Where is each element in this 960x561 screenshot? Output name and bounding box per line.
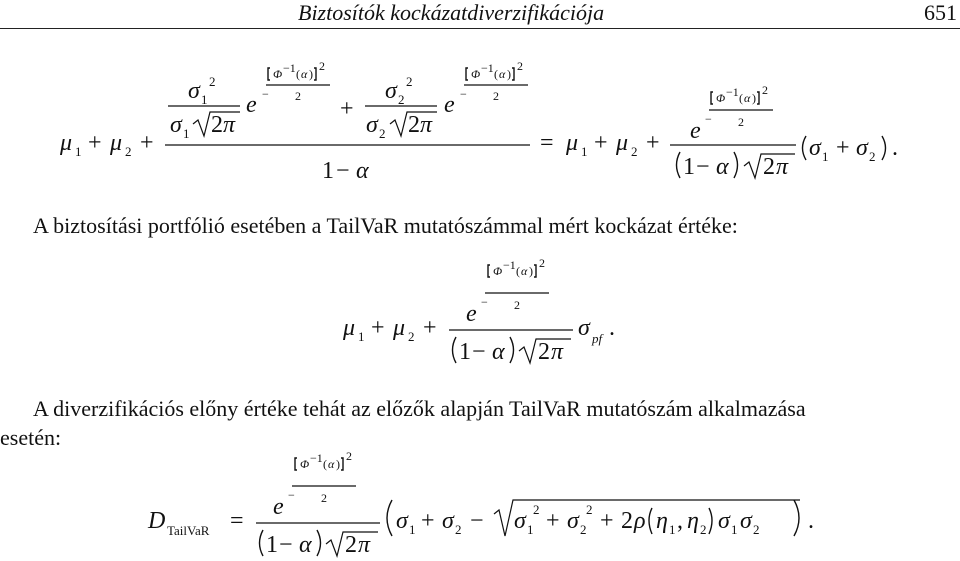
minus-sign: − (262, 87, 269, 101)
paragraph-diversification-line2: esetén: (0, 425, 62, 450)
superscript: 2 (209, 74, 216, 89)
paragraph-tailvar-risk: A biztosítási portfólió esetében a TailVaR mutatószámmal mért kockázat értéke: (33, 213, 738, 238)
phi-symbol: Φ (471, 67, 481, 81)
superscript: 2 (533, 502, 540, 517)
pi-symbol: π (776, 154, 789, 180)
minus-sign: − (481, 295, 488, 309)
subscript: 2 (455, 522, 462, 537)
paren-left (453, 337, 457, 363)
subscript: 1 (581, 144, 588, 159)
mu-symbol: μ (616, 130, 629, 156)
sigma-symbol: σ (578, 315, 590, 341)
open-paren: ( (516, 264, 520, 278)
bracket-left (711, 92, 713, 104)
plus-sign: + (594, 130, 608, 156)
alpha-symbol: α (301, 67, 308, 81)
plus-sign: + (88, 130, 102, 156)
alpha-symbol: α (492, 339, 505, 365)
superscript: 2 (539, 256, 545, 270)
number: 2 (763, 154, 775, 180)
subscript: 1 (822, 149, 829, 164)
number: 2 (408, 112, 420, 138)
paren-left (387, 500, 392, 536)
paren-left (649, 508, 652, 534)
number: 2 (738, 115, 744, 129)
open-paren: ( (323, 457, 327, 471)
subscript: 1 (358, 329, 365, 344)
bracket-left (488, 265, 490, 277)
mu-symbol: μ (566, 130, 579, 156)
mu-symbol: μ (343, 315, 356, 341)
paragraph-diversification-line1: A diverzifikációs előny értéke tehát az előzők alapján TailVaR mutatószám alkalmazása (33, 396, 806, 421)
alpha-symbol: α (521, 264, 528, 278)
paren-right (794, 500, 799, 536)
alpha-symbol: α (299, 532, 312, 558)
close-paren: ) (309, 67, 313, 81)
pi-symbol: π (223, 112, 236, 138)
minus-sign: − (470, 508, 484, 534)
number: 2 (295, 89, 301, 103)
number: 1 (459, 339, 471, 365)
bracket-right (534, 265, 536, 277)
subscript-tailvar: TailVaR (167, 523, 210, 538)
page-header (0, 0, 960, 30)
sigma-symbol: σ (740, 508, 752, 534)
sigma-symbol: σ (442, 508, 454, 534)
header-rule (0, 28, 960, 29)
minus-sign: − (460, 87, 467, 101)
equals-sign: = (230, 508, 244, 534)
plus-sign: + (140, 130, 154, 156)
equals-sign: = (540, 130, 554, 156)
bracket-right (512, 68, 514, 80)
number: 1 (266, 532, 278, 558)
superscript: 2 (346, 449, 352, 463)
bracket-right (314, 68, 316, 80)
close-paren: ) (752, 91, 756, 105)
e-symbol: e (444, 92, 455, 118)
sigma-symbol: σ (718, 508, 730, 534)
bracket-right (757, 92, 759, 104)
alpha-symbol: α (716, 154, 729, 180)
sigma-symbol: σ (170, 112, 182, 138)
superscript: 2 (406, 74, 413, 89)
open-paren: ( (739, 91, 743, 105)
subscript: 1 (527, 522, 534, 537)
superscript: 2 (586, 502, 593, 517)
superscript: −1 (503, 258, 516, 272)
plus-sign: + (423, 315, 437, 341)
number: 2 (538, 339, 550, 365)
sigma-symbol: σ (567, 508, 579, 534)
plus-sign: + (421, 508, 435, 534)
eta-symbol: η (687, 508, 699, 534)
phi-symbol: Φ (273, 67, 283, 81)
D-symbol: D (148, 508, 166, 534)
superscript: 2 (517, 59, 523, 73)
plus-sign: + (836, 135, 850, 161)
close-paren: ) (529, 264, 533, 278)
bracket-left (466, 68, 468, 80)
number: 1 (683, 154, 695, 180)
paren-right (734, 152, 738, 178)
e-symbol: e (466, 301, 477, 327)
subscript-pf: pf (592, 331, 603, 346)
sigma-symbol: σ (366, 112, 378, 138)
alpha-symbol: α (744, 91, 751, 105)
subscript: 2 (580, 522, 587, 537)
subscript: 2 (408, 329, 415, 344)
subscript: 1 (669, 522, 676, 537)
plus-sign: + (371, 315, 385, 341)
mu-symbol: μ (393, 315, 406, 341)
sigma-symbol: σ (809, 135, 821, 161)
subscript: 1 (183, 126, 190, 141)
paren-right (709, 508, 712, 534)
minus-sign: − (288, 488, 295, 502)
subscript: 2 (869, 149, 876, 164)
close-paren: ) (507, 67, 511, 81)
paren-right (510, 337, 514, 363)
number: 2 (321, 491, 327, 505)
paren-left (803, 136, 807, 160)
pi-symbol: π (420, 112, 433, 138)
plus-sign: + (600, 508, 614, 534)
subscript: 2 (700, 522, 707, 537)
alpha-symbol: α (499, 67, 506, 81)
paren-left (260, 530, 264, 556)
phi-symbol: Φ (300, 457, 310, 471)
number: 2 (493, 89, 499, 103)
minus-sign: − (696, 154, 710, 180)
paren-right (882, 136, 886, 160)
close-paren: ) (336, 457, 340, 471)
eta-symbol: η (656, 508, 668, 534)
mu-symbol: μ (60, 130, 73, 156)
plus-sign: + (340, 96, 354, 122)
number: 2 (211, 112, 223, 138)
phi-symbol: Φ (716, 91, 726, 105)
superscript: −1 (481, 61, 494, 75)
period: . (892, 135, 898, 161)
plus-sign: + (546, 508, 560, 534)
pi-symbol: π (551, 339, 564, 365)
equation-portfolio-tailvar (0, 255, 960, 370)
equation-diversification-benefit (0, 448, 960, 561)
subscript: 2 (125, 144, 132, 159)
e-symbol: e (273, 494, 284, 520)
superscript: 2 (319, 59, 325, 73)
phi-symbol: Φ (493, 264, 503, 278)
sigma-symbol: σ (188, 78, 200, 104)
subscript: 1 (201, 92, 208, 107)
open-paren: ( (494, 67, 498, 81)
superscript: 2 (762, 83, 768, 97)
pi-symbol: π (358, 532, 371, 558)
number: 2 (345, 532, 357, 558)
plus-sign: + (646, 130, 660, 156)
subscript: 2 (379, 126, 386, 141)
superscript: −1 (283, 61, 296, 75)
number: 1 (322, 158, 334, 184)
bracket-left (268, 68, 270, 80)
number: 2 (621, 508, 633, 534)
subscript: 1 (731, 522, 738, 537)
minus-sign: − (279, 532, 293, 558)
bracket-left (295, 458, 297, 470)
subscript: 1 (75, 144, 82, 159)
subscript: 2 (398, 92, 405, 107)
minus-sign: − (336, 158, 350, 184)
minus-sign: − (472, 339, 486, 365)
bracket-right (341, 458, 343, 470)
mu-symbol: μ (110, 130, 123, 156)
sigma-symbol: σ (396, 508, 408, 534)
comma: , (677, 508, 683, 534)
subscript: 2 (753, 522, 760, 537)
rho-symbol: ρ (634, 508, 646, 534)
subscript: 2 (631, 144, 638, 159)
alpha-symbol: α (328, 457, 335, 471)
number: 2 (514, 298, 520, 312)
e-symbol: e (690, 118, 701, 144)
minus-sign: − (705, 112, 712, 126)
e-symbol: e (246, 92, 257, 118)
paren-left (677, 152, 681, 178)
sigma-symbol: σ (385, 78, 397, 104)
superscript: −1 (726, 85, 739, 99)
period: . (808, 508, 814, 534)
sigma-symbol: σ (856, 135, 868, 161)
period: . (609, 315, 615, 341)
open-paren: ( (296, 67, 300, 81)
paren-right (317, 530, 321, 556)
sigma-symbol: σ (514, 508, 526, 534)
page-number: 651 (924, 0, 957, 25)
superscript: −1 (310, 451, 323, 465)
running-title: Biztosítók kockázatdiverzifikációja (298, 0, 605, 25)
equation-diversified-sum (0, 40, 960, 190)
alpha-symbol: α (356, 158, 369, 184)
subscript: 1 (409, 522, 416, 537)
